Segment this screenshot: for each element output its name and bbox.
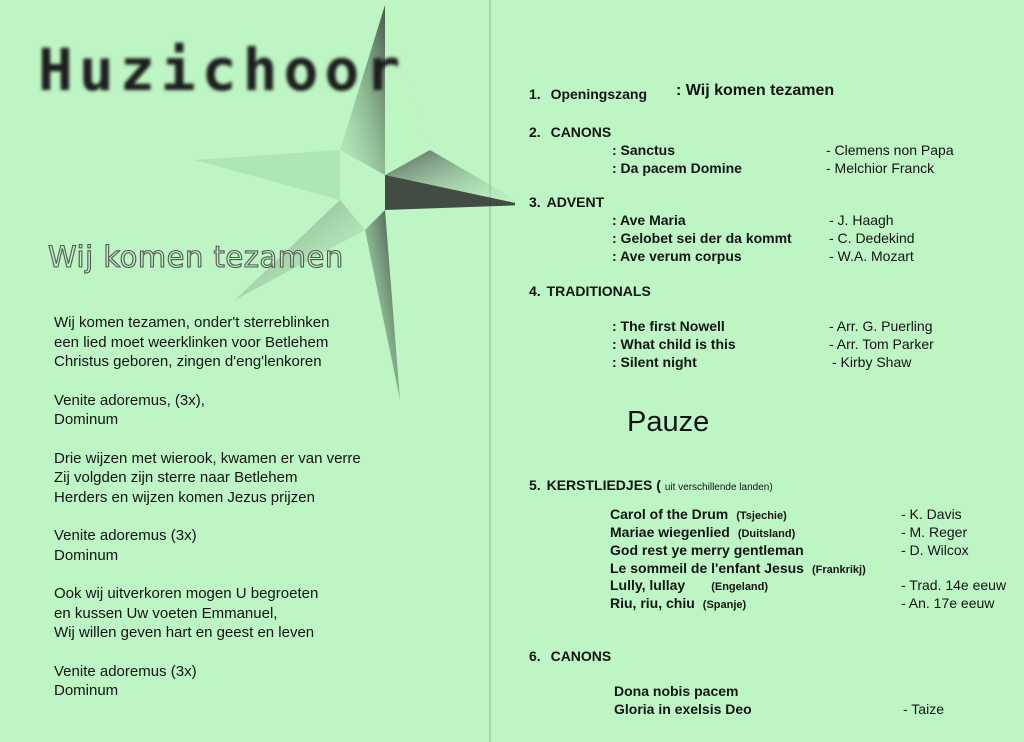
- section-2-header: [529, 124, 611, 140]
- composer: - C. Dedekind: [829, 230, 915, 246]
- lyric-line: Venite adoremus (3x): [54, 527, 197, 544]
- piece-title: Wij komen tezamen: [685, 82, 835, 99]
- lyric-line: Zij volgden zijn sterre naar Betlehem: [54, 469, 298, 486]
- country-label: (Spanje): [702, 599, 747, 611]
- section-title: Openingszang: [550, 86, 648, 102]
- piece-row: [610, 560, 866, 576]
- piece-title: : Sanctus: [612, 142, 676, 158]
- section-3-header: [529, 194, 604, 210]
- intermission-label: Pauze: [627, 406, 710, 438]
- piece-title: Le sommeil de l'enfant Jesus: [610, 560, 804, 576]
- piece-title: Riu, riu, chiu: [610, 595, 695, 611]
- composer: - Trad. 14e eeuw: [901, 577, 1007, 593]
- lyric-line: Herders en wijzen komen Jezus prijzen: [54, 488, 315, 506]
- piece-title: God rest ye merry gentleman: [610, 542, 804, 558]
- section-number: 4.: [529, 283, 541, 299]
- piece-title: Gloria in exelsis Deo: [614, 701, 752, 717]
- section-title: CANONS: [550, 648, 612, 664]
- composer: - D. Wilcox: [901, 542, 969, 558]
- country-label: (Frankrikj): [811, 564, 866, 576]
- piece-title: Carol of the Drum: [610, 506, 729, 522]
- composer: - J. Haagh: [829, 212, 894, 228]
- lyric-line: Dominum: [54, 546, 119, 564]
- piece-title: : Da pacem Domine: [612, 160, 742, 176]
- lyric-line: en kussen Uw voeten Emmanuel,: [54, 604, 278, 622]
- choir-logo: Huzichoor: [38, 36, 407, 104]
- refrain: [54, 391, 454, 430]
- section-title: CANONS: [550, 124, 612, 140]
- piece-row: [610, 524, 795, 540]
- section-number: 1.: [529, 86, 541, 102]
- piece-title: : Ave verum corpus: [612, 248, 742, 264]
- country-label: (Duitsland): [737, 528, 796, 540]
- section-4-header: [529, 283, 651, 299]
- lyric-line: Dominum: [54, 411, 119, 428]
- stanza: [54, 313, 454, 372]
- composer: - An. 17e eeuw: [901, 595, 995, 611]
- refrain: [54, 662, 454, 701]
- piece-title: Mariae wiegenlied: [610, 524, 730, 540]
- piece-title: Dona nobis pacem: [614, 683, 739, 699]
- piece-title: : The first Nowell: [612, 318, 725, 334]
- piece-title: : Ave Maria: [612, 212, 686, 228]
- section-note: uit verschillende landen): [664, 482, 773, 493]
- piece-row: [610, 506, 787, 522]
- piece-row: [610, 595, 746, 611]
- lyric-line: Wij komen tezamen, onder't sterreblinken: [54, 314, 330, 331]
- section-number: 2.: [529, 124, 541, 140]
- lyric-line: Christus geboren, zingen d'eng'lenkoren: [54, 353, 322, 370]
- lyric-line: Venite adoremus, (3x),: [54, 391, 205, 409]
- section-6-header: [529, 648, 611, 664]
- country-label: (Engeland): [711, 581, 769, 593]
- composer: - Melchior Franck: [826, 160, 935, 176]
- lyric-line: Ook wij uitverkoren mogen U begroeten: [54, 585, 319, 602]
- stanza: [54, 449, 454, 508]
- section-1-header: [529, 86, 647, 102]
- lyric-line: Dominum: [54, 682, 119, 699]
- song-title: Wij komen tezamen: [48, 240, 344, 274]
- separator: :: [676, 82, 682, 99]
- section-title: TRADITIONALS: [546, 283, 651, 299]
- stanza: [54, 584, 454, 643]
- piece-row: [610, 542, 804, 558]
- country-label: (Tsjechie): [736, 510, 787, 522]
- composer: - Arr. G. Puerling: [829, 318, 933, 334]
- lyrics: [54, 313, 454, 720]
- section-number: 5.: [529, 477, 541, 493]
- composer: - W.A. Mozart: [829, 248, 914, 264]
- lyric-line: Wij willen geven hart en geest en leven: [54, 624, 315, 641]
- piece-title: : Gelobet sei der da kommt: [612, 230, 792, 246]
- piece-title: Lully, lullay: [610, 577, 686, 593]
- lyric-line: Venite adoremus (3x): [54, 662, 197, 680]
- section-5-header: [529, 477, 773, 493]
- piece-title: : What child is this: [612, 336, 736, 352]
- refrain: [54, 526, 454, 565]
- section-number: 6.: [529, 648, 541, 664]
- composer: - Taize: [903, 701, 944, 717]
- composer: - Clemens non Papa: [826, 142, 954, 158]
- composer: - M. Reger: [901, 524, 968, 540]
- section-number: 3.: [529, 194, 541, 210]
- lyric-line: Drie wijzen met wierook, kwamen er van verre: [54, 449, 361, 467]
- piece-row: [610, 577, 768, 593]
- piece-title: : Silent night: [612, 354, 697, 370]
- opening-piece: [676, 82, 834, 100]
- composer: - K. Davis: [901, 506, 962, 522]
- lyric-line: een lied moet weerklinken voor Betlehem: [54, 333, 329, 351]
- section-title: ADVENT: [546, 194, 605, 210]
- composer: - Kirby Shaw: [832, 354, 912, 370]
- composer: - Arr. Tom Parker: [829, 336, 934, 352]
- section-title: KERSTLIEDJES (: [546, 477, 661, 493]
